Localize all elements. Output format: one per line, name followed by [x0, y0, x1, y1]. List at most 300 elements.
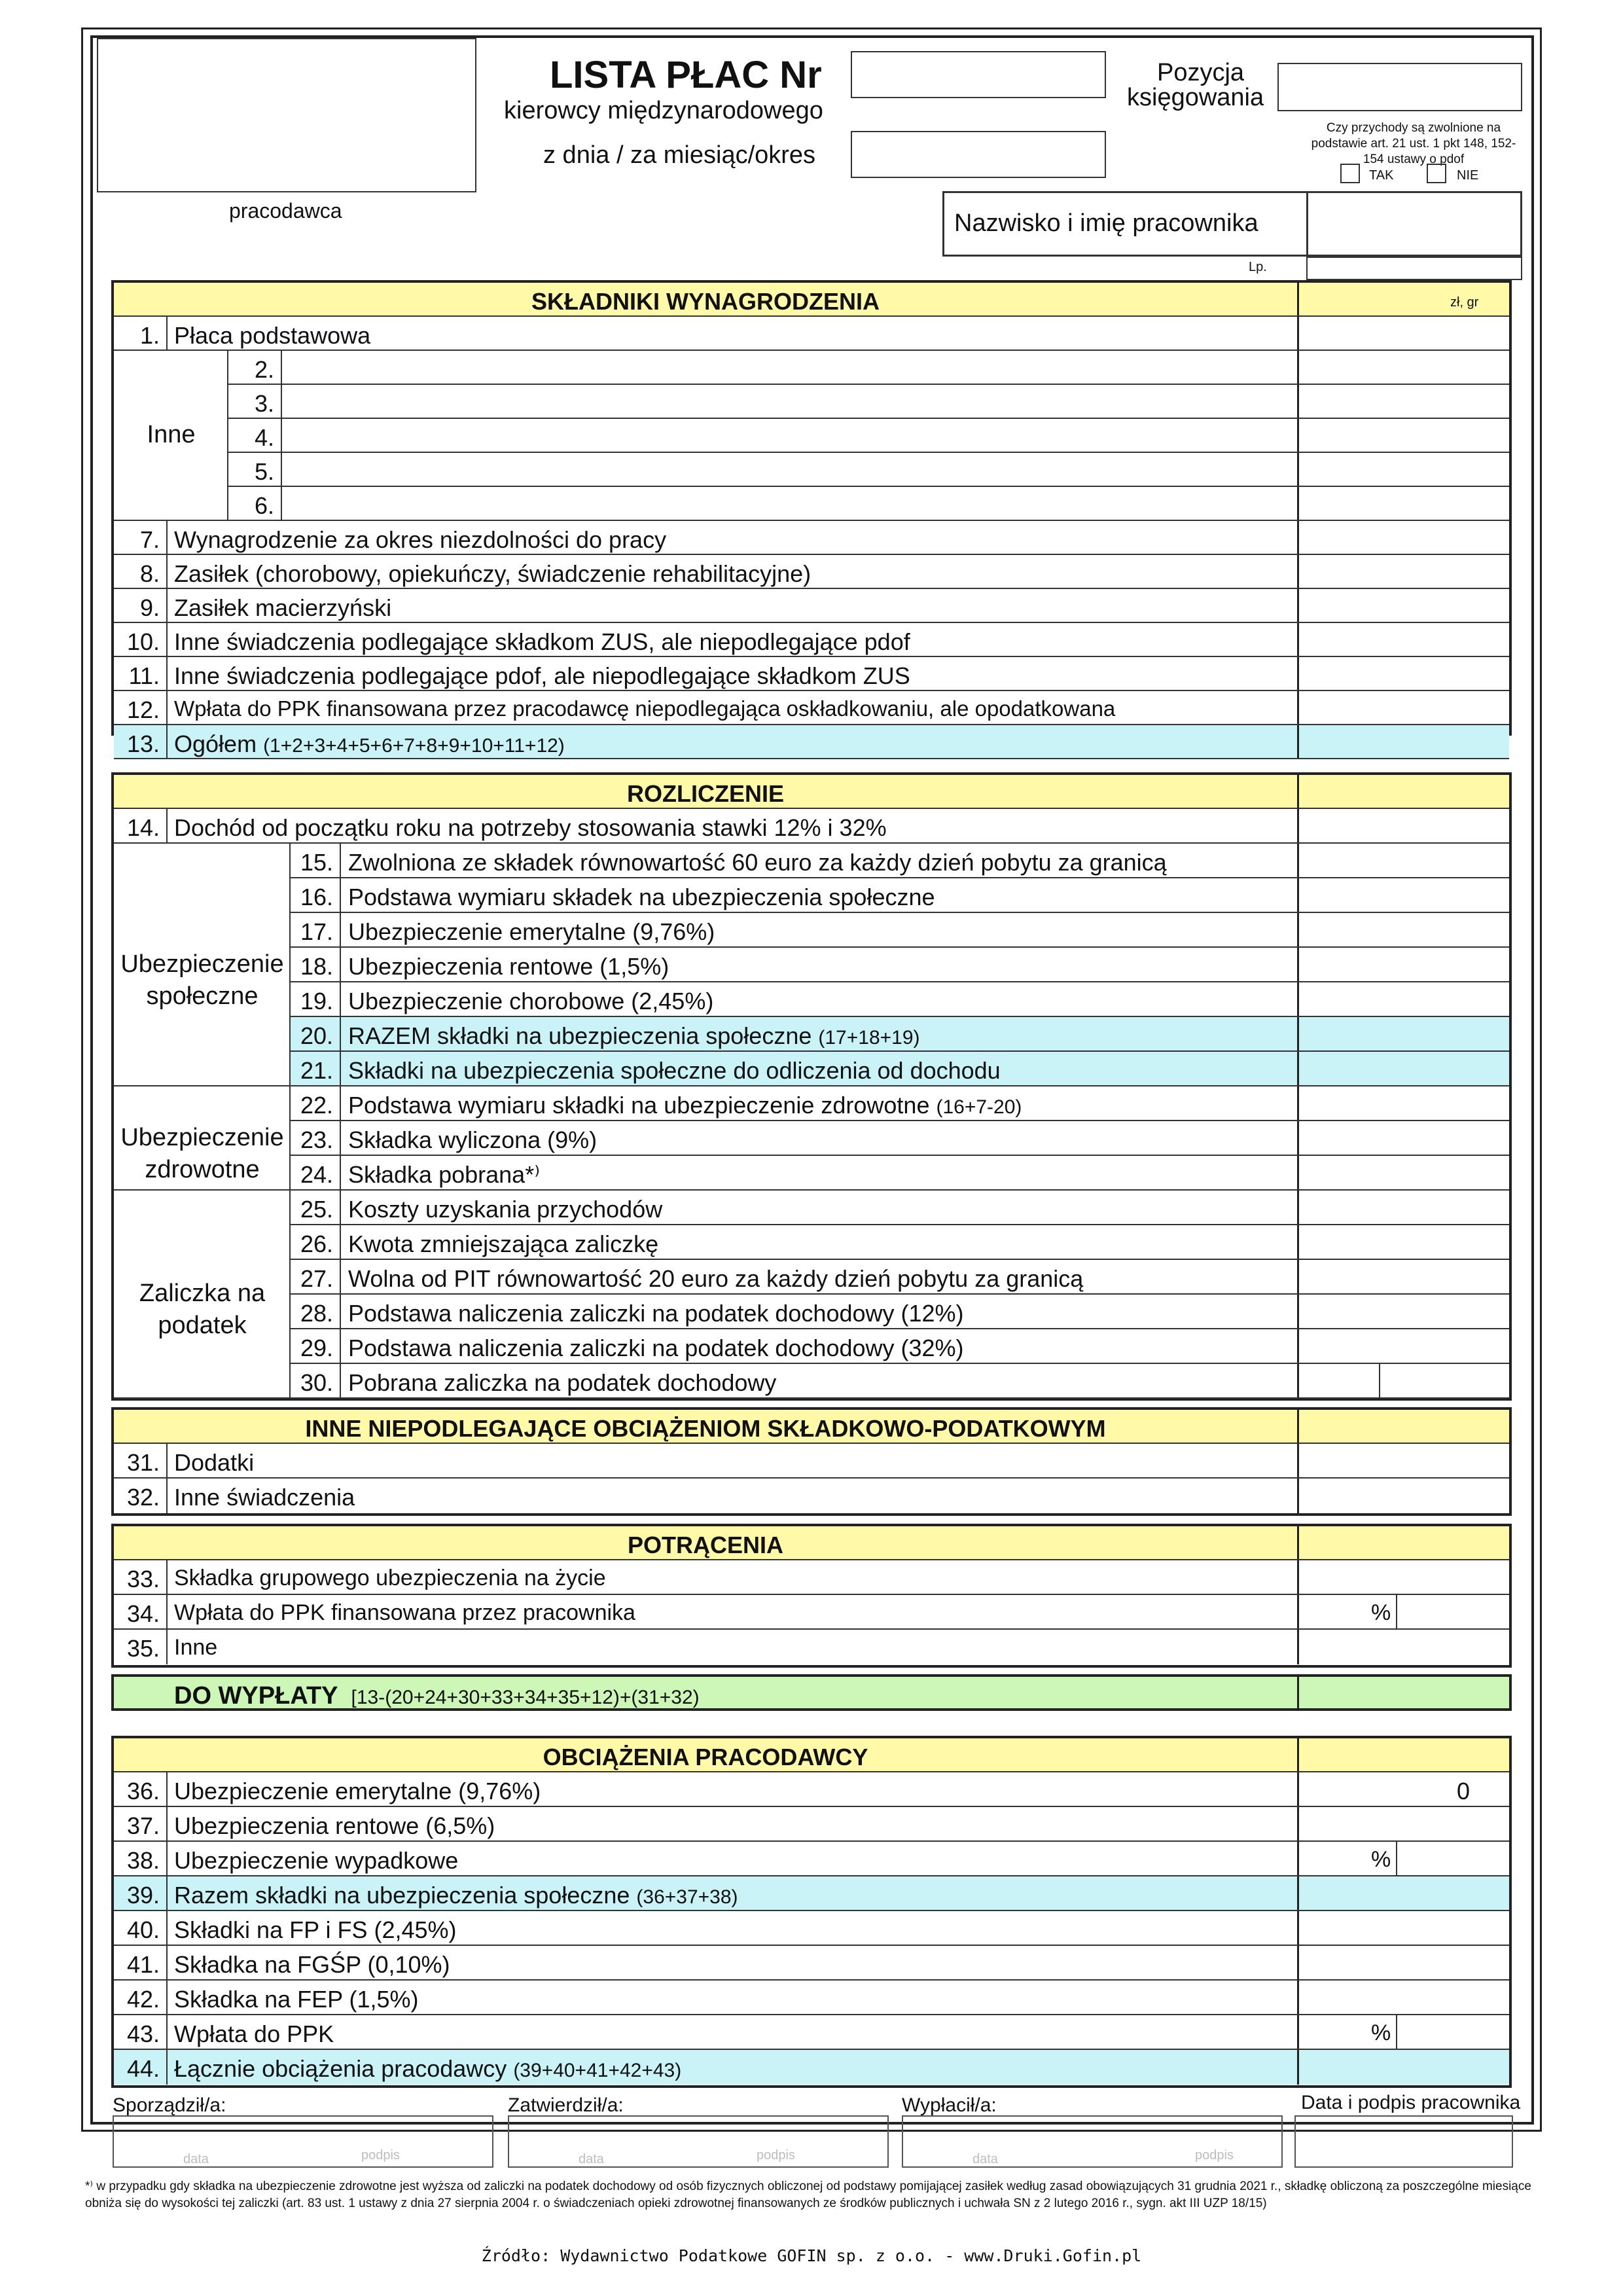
- cell-divider: [166, 1479, 168, 1513]
- row-label: [348, 1092, 1022, 1119]
- employee-signature-field[interactable]: [1294, 2115, 1513, 2168]
- page-subtitle: kierowcy międzynarodowego: [504, 97, 823, 124]
- inne-group: [114, 351, 228, 521]
- cell-divider: [340, 913, 341, 946]
- value-text: 0: [1456, 1778, 1470, 1804]
- row-label: [174, 628, 910, 656]
- row-number: 39.: [126, 1882, 160, 1909]
- row-label-text: Podstawa wymiaru składek na ubezpieczenia społeczne: [348, 884, 935, 910]
- section-pay: [111, 280, 1512, 757]
- value-cell[interactable]: [1297, 1191, 1509, 1224]
- row-label: [174, 730, 565, 758]
- row-number: 5.: [254, 458, 274, 485]
- value-cell[interactable]: [1297, 1842, 1509, 1875]
- lp-input[interactable]: [1306, 257, 1522, 280]
- value-cell[interactable]: [1297, 691, 1509, 724]
- row-label-text: Ubezpieczenie emerytalne (9,76%): [348, 918, 715, 945]
- row-number: 26.: [300, 1230, 333, 1257]
- no-checkbox[interactable]: [1427, 164, 1446, 183]
- pay-row: [114, 725, 1509, 759]
- value-cell[interactable]: [1297, 555, 1509, 588]
- row-label: [174, 1812, 495, 1840]
- cell-divider: [166, 725, 168, 758]
- health-group: [114, 1086, 291, 1191]
- row-number: 2.: [254, 356, 274, 383]
- pay-row: [114, 691, 1509, 725]
- paid-by-field[interactable]: [902, 2115, 1283, 2168]
- cell-divider: [340, 982, 341, 1016]
- row-label-text: Inne świadczenia podlegające pdof, ale niepodlegające składkom ZUS: [174, 662, 910, 689]
- settlement-row: [114, 1295, 1509, 1329]
- value-cell[interactable]: [1297, 1052, 1509, 1085]
- settlement-row: [114, 878, 1509, 913]
- row-label-text: Inne świadczenia podlegające składkom ZUS, ale niepodlegające pdof: [174, 628, 910, 655]
- value-column: [1297, 1410, 1509, 1443]
- cell-divider: [166, 1444, 168, 1477]
- value-cell[interactable]: [1297, 1911, 1509, 1945]
- cell-divider: [340, 1086, 341, 1120]
- value-column: [1297, 1526, 1509, 1559]
- payout-label: DO WYPŁATY [13-(20+24+30+33+34+35+12)+(31+32): [174, 1682, 700, 1710]
- payout-value-cell[interactable]: [1297, 1677, 1509, 1708]
- value-cell[interactable]: [1297, 725, 1509, 758]
- date-period-input[interactable]: [851, 131, 1106, 178]
- percent-sign: %: [1371, 1847, 1391, 1872]
- row-number: 9.: [139, 594, 160, 621]
- payout-row: [111, 1674, 1512, 1711]
- settlement-row: [114, 1329, 1509, 1364]
- row-label-text: Ubezpieczenie wypadkowe: [174, 1847, 459, 1874]
- employer-stamp-field[interactable]: [97, 38, 476, 192]
- payout-formula: [13-(20+24+30+33+34+35+12)+(31+32): [351, 1687, 700, 1708]
- row-number: 22.: [300, 1092, 333, 1119]
- cell-divider: [166, 555, 168, 588]
- row-label-text: Wpłata do PPK finansowana przez pracodawcę niepodlegająca oskładkowaniu, ale opodatkowana: [174, 696, 1116, 721]
- row-number: 37.: [126, 1812, 160, 1839]
- cell-divider: [281, 385, 282, 418]
- cell-divider: [166, 1911, 168, 1945]
- list-number-input[interactable]: [851, 51, 1106, 98]
- row-number: 42.: [126, 1986, 160, 2013]
- employer-row: [114, 1981, 1509, 2015]
- employer-row: [114, 2015, 1509, 2050]
- value-cell[interactable]: [1297, 1560, 1509, 1594]
- value-cell[interactable]: [1297, 982, 1509, 1016]
- row-label-text: Wpłata do PPK finansowana przez pracownika: [174, 1600, 635, 1625]
- row-number: 40.: [126, 1916, 160, 1943]
- section-deductions-header: [114, 1526, 1509, 1560]
- cell-divider: [1396, 1842, 1397, 1875]
- settlement-row: [114, 1260, 1509, 1295]
- exempt-question: Czy przychody są zwolnione na podstawie art. 21 ust. 1 pkt 148, 152-154 ustawy o pdof: [1311, 121, 1516, 166]
- pay-row: [114, 589, 1509, 623]
- row-label: [348, 1265, 1083, 1293]
- row-number: 36.: [126, 1778, 160, 1804]
- value-cell[interactable]: [1297, 1260, 1509, 1293]
- employer-row: [114, 1772, 1509, 1807]
- row-label-text: Wolna od PIT równowartość 20 euro za każdy dzień pobytu za granicą: [348, 1265, 1084, 1292]
- settlement-row: [114, 844, 1509, 878]
- row-label: [174, 662, 910, 690]
- social-group-label: Ubezpieczenie społeczne: [120, 950, 284, 1010]
- settlement-row: [114, 913, 1509, 948]
- row-formula: (17+18+19): [818, 1027, 920, 1049]
- value-cell[interactable]: [1297, 844, 1509, 877]
- cell-divider: [340, 1225, 341, 1259]
- section-settlement-header: [114, 775, 1509, 809]
- row-label-text: Podstawa naliczenia zaliczki na podatek dochodowy (32%): [348, 1335, 964, 1361]
- row-number: 7.: [139, 526, 160, 553]
- row-number: 32.: [126, 1484, 160, 1511]
- row-number: 31.: [126, 1449, 160, 1476]
- pay-row: [114, 385, 1509, 419]
- row-number: 4.: [254, 424, 274, 451]
- value-cell[interactable]: [1297, 913, 1509, 946]
- settlement-row: [114, 1121, 1509, 1156]
- row-label-text: Płaca podstawowa: [174, 322, 371, 349]
- section-employer-header: [114, 1738, 1509, 1772]
- row-label: [174, 1566, 606, 1591]
- row-label-text: Wynagrodzenie za okres niezdolności do pracy: [174, 526, 667, 553]
- pay-row: [114, 521, 1509, 555]
- value-cell[interactable]: [1297, 878, 1509, 912]
- row-label: [174, 1916, 457, 1944]
- row-label-text: Składki na FP i FS (2,45%): [174, 1916, 457, 1943]
- employer-row: [114, 1946, 1509, 1981]
- row-number: 43.: [126, 2020, 160, 2047]
- row-number: 21.: [300, 1057, 333, 1084]
- posting-input[interactable]: [1277, 63, 1522, 111]
- value-cell[interactable]: [1297, 2050, 1509, 2085]
- value-cell[interactable]: [1297, 1479, 1509, 1513]
- value-cell[interactable]: [1297, 1364, 1509, 1397]
- row-formula: (16+7-20): [936, 1096, 1022, 1118]
- cell-divider: [340, 1121, 341, 1155]
- section-other: [111, 1407, 1512, 1516]
- row-number: 13.: [126, 730, 160, 757]
- row-number: 18.: [300, 953, 333, 980]
- row-number: 14.: [126, 814, 160, 841]
- value-cell[interactable]: [1297, 317, 1509, 350]
- value-cell[interactable]: [1297, 1876, 1509, 1910]
- row-number: 44.: [126, 2055, 160, 2082]
- row-label: [174, 2055, 681, 2083]
- cell-divider: [166, 1560, 168, 1594]
- row-label: [174, 2020, 334, 2048]
- posting-label-1: Pozycja: [1157, 59, 1245, 86]
- deduction-row: [114, 1630, 1509, 1664]
- row-number: 17.: [300, 918, 333, 945]
- row-label-text: Ubezpieczenia rentowe (6,5%): [174, 1812, 495, 1839]
- cell-divider: [166, 1946, 168, 1979]
- row-label: [174, 814, 887, 842]
- row-label-text: Podstawa naliczenia zaliczki na podatek dochodowy (12%): [348, 1300, 964, 1327]
- row-number: 6.: [254, 492, 274, 519]
- value-cell[interactable]: [1297, 809, 1509, 842]
- row-label-text: Inne: [174, 1635, 218, 1660]
- yes-label: TAK: [1369, 168, 1394, 183]
- settlement-row: [114, 809, 1509, 844]
- row-label-text: Ubezpieczenie chorobowe (2,45%): [348, 988, 714, 1014]
- cell-divider: [166, 1630, 168, 1664]
- cell-divider: [340, 1260, 341, 1293]
- value-cell[interactable]: [1297, 419, 1509, 452]
- cell-divider: [1396, 2015, 1397, 2049]
- date-hint: data: [972, 2152, 998, 2166]
- employer-row: [114, 1842, 1509, 1876]
- row-formula: (39+40+41+42+43): [513, 2060, 682, 2081]
- currency-label: zł, gr: [1450, 295, 1479, 310]
- row-label: [348, 1335, 964, 1362]
- pay-row: [114, 351, 1509, 385]
- row-label: [348, 988, 713, 1015]
- row-label: [174, 1951, 450, 1979]
- value-cell[interactable]: [1297, 2015, 1509, 2049]
- paid-by-label: Wypłacił/a:: [902, 2094, 997, 2116]
- row-label: [174, 526, 666, 554]
- row-label: [348, 849, 1167, 876]
- row-label: [174, 696, 1115, 721]
- row-label: [348, 1022, 920, 1050]
- value-cell[interactable]: [1297, 1807, 1509, 1840]
- section-pay-title: SKŁADNIKI WYNAGRODZENIA: [531, 288, 880, 315]
- tax-group-label: Zaliczka na podatek: [139, 1280, 266, 1340]
- cell-divider: [166, 1876, 168, 1910]
- row-label-text: Razem składki na ubezpieczenia społeczne: [174, 1882, 630, 1909]
- row-label-text: Dodatki: [174, 1449, 255, 1476]
- employer-row: [114, 1911, 1509, 1946]
- cell-divider: [281, 419, 282, 452]
- section-deductions: [111, 1524, 1512, 1668]
- cell-divider: [340, 1017, 341, 1050]
- employer-row: [114, 1807, 1509, 1842]
- approved-by-field[interactable]: [508, 2115, 889, 2168]
- cell-divider: [166, 623, 168, 656]
- cell-divider: [166, 1772, 168, 1806]
- value-cell[interactable]: [1297, 1946, 1509, 1979]
- value-cell[interactable]: [1297, 657, 1509, 690]
- row-label: [348, 1057, 1001, 1085]
- row-number: 23.: [300, 1126, 333, 1153]
- value-cell[interactable]: [1297, 1444, 1509, 1477]
- row-number: 19.: [300, 988, 333, 1014]
- settlement-row: [114, 1017, 1509, 1052]
- cell-divider: [340, 1156, 341, 1189]
- approved-by-label: Zatwierdził/a:: [508, 2094, 624, 2116]
- value-cell[interactable]: [1297, 385, 1509, 418]
- row-label: [174, 1847, 458, 1874]
- signature-hint: podpis: [1195, 2148, 1234, 2162]
- footnote: *⁾ w przypadku gdy składka na ubezpieczenie zdrowotne jest wyższa od zaliczki na podatek dochodowy od osób fizycznych obliczonej od podstawy pomijającej zasiłek według zasad obowiązujących 31 grudnia 2021 r., składkę obliczoną za poszczególne miesiące obniża się do wysokości tej zaliczki (art. 83 ust. 1 ustawy z dnia 27 sierpnia 2004 r. o świadczeniach opieki zdrowotnej finansowanych ze środków publicznych i uchwała SN z 2 lutego 2016 r., sygn. akt III UZP 18/15): [85, 2179, 1531, 2210]
- cell-divider: [166, 2015, 168, 2049]
- row-number: 29.: [300, 1335, 333, 1361]
- cell-divider: [340, 1295, 341, 1328]
- row-label-text: Pobrana zaliczka na podatek dochodowy: [348, 1369, 777, 1396]
- value-cell[interactable]: [1297, 1121, 1509, 1155]
- settlement-row: [114, 1364, 1509, 1399]
- section-employer: [111, 1736, 1512, 2088]
- pay-row: [114, 317, 1509, 351]
- row-number: 30.: [300, 1369, 333, 1396]
- cell-divider: [166, 521, 168, 554]
- row-number: 15.: [300, 849, 333, 876]
- row-number: 38.: [126, 1847, 160, 1874]
- section-settlement-title: ROZLICZENIE: [627, 780, 784, 807]
- row-label-text: Składka wyliczona (9%): [348, 1126, 597, 1153]
- row-number: 41.: [126, 1951, 160, 1978]
- cell-divider: [166, 1981, 168, 2014]
- tax-group: [114, 1191, 291, 1399]
- section-other-title: INNE NIEPODLEGAJĄCE OBCIĄŻENIOM SKŁADKOWO-PODATKOWYM: [305, 1415, 1106, 1442]
- value-cell[interactable]: [1297, 1981, 1509, 2014]
- row-label: [174, 322, 370, 350]
- signature-hint: podpis: [757, 2148, 795, 2162]
- employer-row: [114, 1876, 1509, 1911]
- cell-divider: [281, 453, 282, 486]
- row-label-text: Składka pobrana*⁾: [348, 1161, 541, 1188]
- employer-row: [114, 2050, 1509, 2085]
- section-deductions-title: POTRĄCENIA: [627, 1532, 783, 1558]
- row-number: 10.: [126, 628, 160, 655]
- pay-row: [114, 555, 1509, 589]
- row-label: [348, 1300, 964, 1327]
- cell-divider: [166, 317, 168, 350]
- value-cell[interactable]: [1297, 1772, 1509, 1806]
- cell-divider: [166, 2050, 168, 2085]
- row-number: 34.: [126, 1600, 160, 1627]
- cell-divider: [340, 844, 341, 877]
- cell-divider: [166, 691, 168, 724]
- value-cell[interactable]: [1297, 1329, 1509, 1363]
- value-cell[interactable]: [1297, 1156, 1509, 1189]
- deduction-row: [114, 1560, 1509, 1595]
- row-number: 3.: [254, 390, 274, 417]
- row-label: [174, 1600, 635, 1626]
- date-hint: data: [183, 2152, 209, 2166]
- row-number: 27.: [300, 1265, 333, 1292]
- row-label-text: Składka grupowego ubezpieczenia na życie: [174, 1566, 606, 1590]
- value-cell[interactable]: [1297, 1086, 1509, 1120]
- row-label-text: Ogółem: [174, 730, 257, 757]
- row-label: [348, 1196, 662, 1223]
- cell-divider: [166, 657, 168, 690]
- employer-label: pracodawca: [229, 199, 342, 223]
- row-label-text: Składka na FEP (1,5%): [174, 1986, 419, 2013]
- row-label: [174, 1635, 217, 1660]
- cell-divider: [340, 878, 341, 912]
- cell-divider: [340, 948, 341, 981]
- row-label: [348, 918, 715, 946]
- row-label-text: Ubezpieczenie emerytalne (9,76%): [174, 1778, 541, 1804]
- row-label: [348, 953, 669, 980]
- employee-name-input[interactable]: [1306, 191, 1522, 257]
- section-pay-header: [114, 283, 1509, 317]
- settlement-row: [114, 1052, 1509, 1086]
- row-label: [174, 594, 391, 622]
- row-label-text: Zwolniona ze składek równowartość 60 euro za każdy dzień pobytu za granicą: [348, 849, 1167, 876]
- settlement-row: [114, 948, 1509, 982]
- signature-hint: podpis: [361, 2148, 400, 2162]
- cell-divider: [166, 1807, 168, 1840]
- cell-divider: [340, 1052, 341, 1085]
- row-number: 24.: [300, 1161, 333, 1188]
- row-label-text: Kwota zmniejszająca zaliczkę: [348, 1230, 659, 1257]
- value-cell[interactable]: [1297, 1595, 1509, 1628]
- section-employer-title: OBCIĄŻENIA PRACODAWCY: [543, 1744, 868, 1770]
- inne-group-label: Inne: [147, 421, 196, 448]
- value-cell[interactable]: [1297, 1630, 1509, 1664]
- value-cell[interactable]: [1297, 453, 1509, 486]
- date-hint: data: [579, 2152, 604, 2166]
- cell-divider: [340, 1329, 341, 1363]
- cell-divider: [340, 1191, 341, 1224]
- cell-divider: [1396, 1595, 1397, 1628]
- value-cell[interactable]: [1297, 487, 1509, 520]
- value-cell[interactable]: [1297, 1017, 1509, 1050]
- value-cell[interactable]: [1297, 948, 1509, 981]
- cell-divider: [1379, 1364, 1380, 1397]
- settlement-row: [114, 1156, 1509, 1191]
- pay-row: [114, 623, 1509, 657]
- value-cell[interactable]: [1297, 1295, 1509, 1328]
- row-label: [174, 1882, 738, 1909]
- posting-label-2: księgowania: [1127, 84, 1264, 111]
- cell-divider: [281, 487, 282, 520]
- value-cell[interactable]: [1297, 589, 1509, 622]
- value-cell[interactable]: [1297, 351, 1509, 384]
- row-label-text: Zasiłek (chorobowy, opiekuńczy, świadczenie rehabilitacyjne): [174, 560, 812, 587]
- row-label: [348, 1230, 658, 1258]
- row-label-text: Dochód od początku roku na potrzeby stosowania stawki 12% i 32%: [174, 814, 887, 841]
- value-cell[interactable]: [1297, 623, 1509, 656]
- row-label: [174, 1986, 419, 2013]
- row-number: 16.: [300, 884, 333, 910]
- section-other-header: [114, 1410, 1509, 1444]
- value-cell[interactable]: [1297, 1225, 1509, 1259]
- value-column: [1297, 1738, 1509, 1771]
- deduction-row: [114, 1595, 1509, 1630]
- date-label: z dnia / za miesiąc/okres: [543, 141, 816, 169]
- social-group: [114, 844, 291, 1086]
- yes-checkbox[interactable]: [1340, 164, 1360, 183]
- cell-divider: [340, 1364, 341, 1397]
- section-settlement: [111, 772, 1512, 1401]
- row-label-text: Koszty uzyskania przychodów: [348, 1196, 663, 1223]
- value-cell[interactable]: [1297, 521, 1509, 554]
- page-title: LISTA PŁAC Nr: [550, 54, 822, 96]
- cell-divider: [166, 1595, 168, 1628]
- percent-sign: %: [1371, 1600, 1391, 1625]
- cell-divider: [166, 809, 168, 842]
- row-number: 28.: [300, 1300, 333, 1327]
- health-group-label: Ubezpieczenie zdrowotne: [120, 1123, 284, 1183]
- value-column: [1297, 775, 1509, 808]
- prepared-by-field[interactable]: [113, 2115, 493, 2168]
- row-formula: (36+37+38): [636, 1886, 738, 1908]
- cell-divider: [281, 351, 282, 384]
- pay-row: [114, 453, 1509, 487]
- row-label-text: Ubezpieczenia rentowe (1,5%): [348, 953, 669, 980]
- other-row: [114, 1479, 1509, 1513]
- row-label-text: Zasiłek macierzyński: [174, 594, 392, 621]
- row-label: [174, 1484, 355, 1511]
- employee-signature-label: Data i podpis pracownika: [1301, 2092, 1521, 2113]
- cell-divider: [166, 589, 168, 622]
- percent-sign: %: [1371, 2020, 1391, 2045]
- settlement-row: [114, 1086, 1509, 1121]
- pay-row: [114, 487, 1509, 521]
- row-formula: (1+2+3+4+5+6+7+8+9+10+11+12): [263, 735, 565, 757]
